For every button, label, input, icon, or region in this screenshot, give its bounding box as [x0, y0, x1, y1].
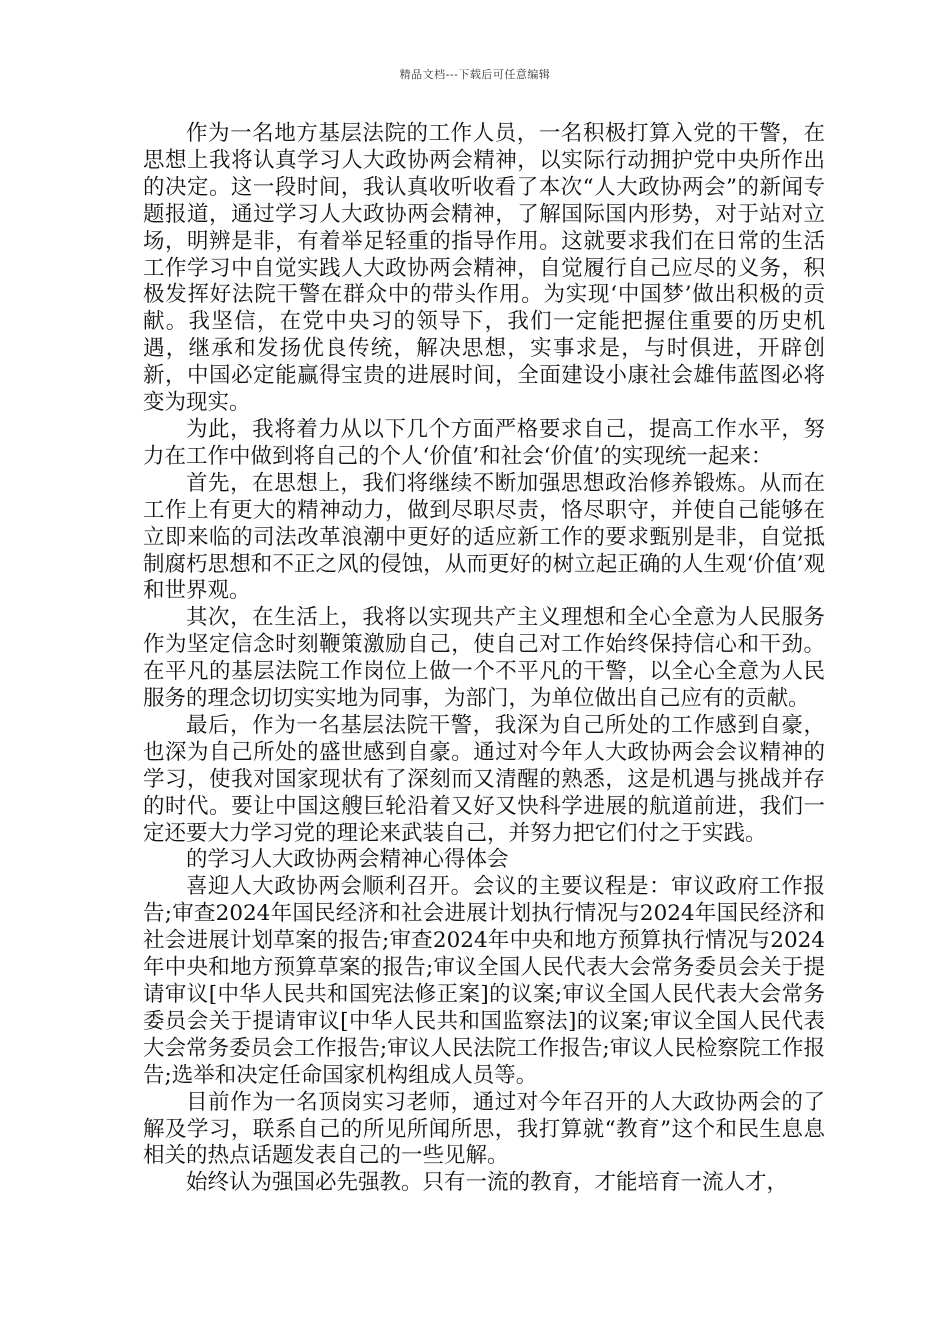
paragraph: 作为一名地方基层法院的工作人员，一名积极打算入党的干警，在思想上我将认真学习人大政协两会精神，以实际行动拥护党中央所作出的决定。这一段时间，我认真收听收看了本次“人大政协两会”的新闻专题报道，通过学习人大政协两会精神，了解国际国内形势，对于站对立场，明辨是非，有着举足轻重的指导作用。这就要求我们在日常的生活工作学习中自觉实践人大政协两会精神，自觉履行自己应尽的义务，积极发挥好法院干警在群众中的带头作用。为实现‘中国梦’做出积极的贡献。我坚信，在党中央习的领导下，我们一定能把握住重要的历史机遇，继承和发扬优良传统，解决思想，实事求是，与时俱进，开辟创新，中国必定能赢得宝贵的进展时间，全面建设小康社会雄伟蓝图必将变为现实。 — [143, 121, 825, 416]
header-note: 精品文档---下载后可任意编辑 — [399, 68, 551, 81]
document-body — [143, 121, 825, 1197]
paragraph: 首先，在思想上，我们将继续不断加强思想政治修养锻炼。从而在工作上有更大的精神动力，做到尽职尽责，恪尽职守，并使自己能够在立即来临的司法改革浪潮中更好的适应新工作的要求甄别是非，自觉抵制腐朽思想和不正之风的侵蚀，从而更好的树立起正确的人生观‘价值’观和世界观。 — [143, 470, 825, 604]
paragraph: 始终认为强国必先强教。只有一流的教育，才能培育一流人才， — [186, 1170, 789, 1196]
paragraph: 喜迎人大政协两会顺利召开。会议的主要议程是：审议政府工作报告;审查2024年国民经济和社会进展计划执行情况与2024年国民经济和社会进展计划草案的报告;审查2024年中央和地方预算执行情况与2024年中央和地方预算草案的报告;审议全国人民代表大会常务委员会关于提请审议[中华人民共和国宪法修正案]的议案;审议全国人民代表大会常务委员会关于提请审议[中华人民共和国监察法]的议案;审议全国人民代表大会常务委员会工作报告;审议人民法院工作报告;审议人民检察院工作报告;选举和决定任命国家机构组成人员等。 — [143, 874, 825, 1088]
section-title: 的学习人大政协两会精神心得体会 — [186, 847, 509, 873]
paragraph: 其次，在生活上，我将以实现共产主义理想和全心全意为人民服务作为坚定信念时刻鞭策激励自己，使自己对工作始终保持信心和干劲。在平凡的基层法院工作岗位上做一个不平凡的干警，以全心全意为人民服务的理念切切实实地为同事，为部门，为单位做出自己应有的贡献。 — [143, 605, 825, 712]
paragraph: 为此，我将着力从以下几个方面严格要求自己，提高工作水平，努力在工作中做到将自己的个人‘价值’和社会‘价值’的实现统一起来： — [143, 416, 825, 469]
paragraph: 最后，作为一名基层法院干警，我深为自己所处的工作感到自豪，也深为自己所处的盛世感到自豪。通过对今年人大政协两会会议精神的学习，使我对国家现状有了深刻而又清醒的熟悉，这是机遇与挑战并存的时代。要让中国这艘巨轮沿着又好又快科学进展的航道前进，我们一定还要大力学习党的理论来武装自己，并努力把它们付之于实践。 — [143, 712, 825, 846]
paragraph: 目前作为一名顶岗实习老师，通过对今年召开的人大政协两会的了解及学习，联系自己的所见所闻所思，我打算就“教育”这个和民生息息相关的热点话题发表自己的一些见解。 — [143, 1089, 825, 1169]
